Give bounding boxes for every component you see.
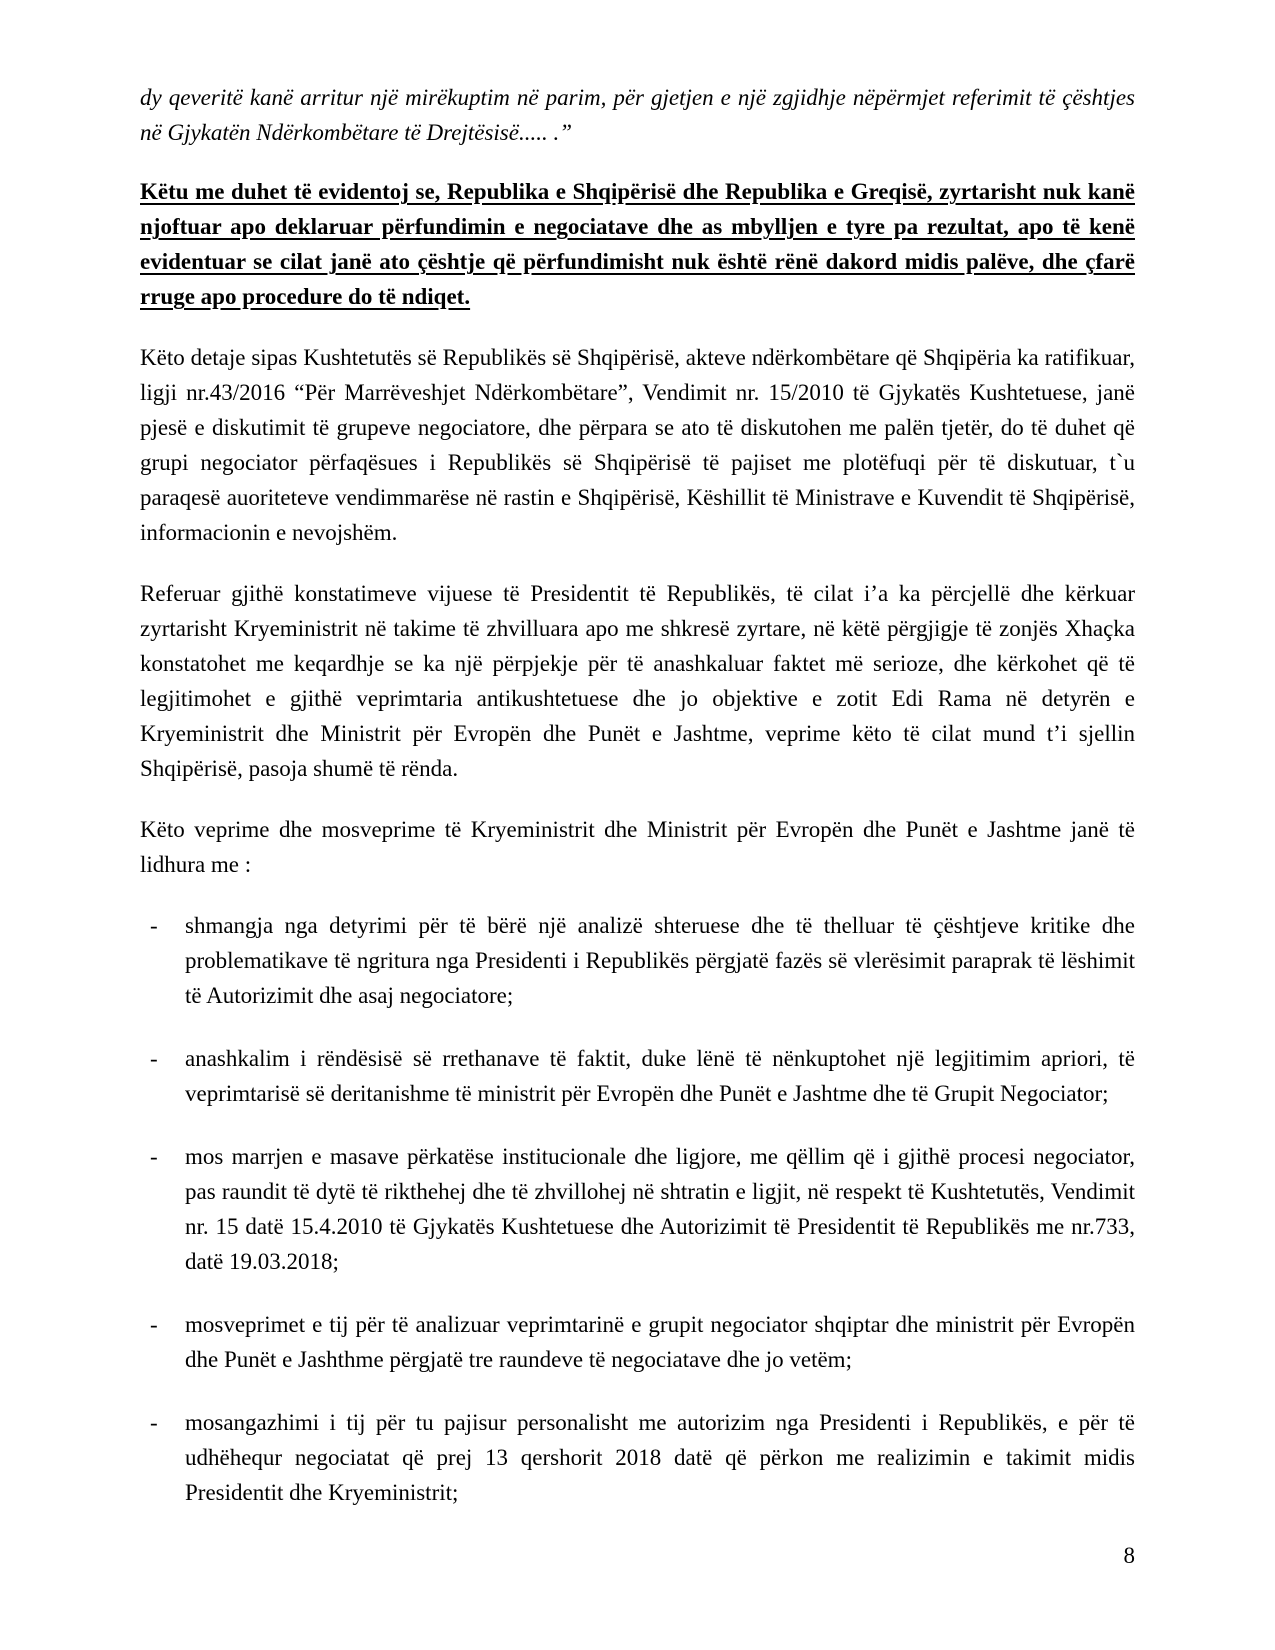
page-number: 8: [1123, 1543, 1135, 1568]
list-item-text: mosangazhimi i tij për tu pajisur personalisht me autorizim nga Presidenti i Republikës, e për të udhëhequr negociatat që prej 13 qershorit 2018 datë që përkon me realizimin e takimit midis Presidentit dhe Kryeministrit;: [185, 1410, 1135, 1505]
details-paragraph: Këto detaje sipas Kushtetutës së Republikës së Shqipërisë, akteve ndërkombëtare që Shqipëria ka ratifikuar, ligji nr.43/2016 “Për Marrëveshjet Ndërkombëtare”, Vendimit nr. 15/2010 të Gjykatës Kushtetuese, janë pjesë e diskutimit të grupeve negociatore, dhe përpara se ato të diskutohen me palën tjetër, do të duhet që grupi negociator përfaqësues i Republikës së Shqipërisë të pajiset me plotëfuqi për të diskutuar, t`u paraqesë auoriteteve vendimmarëse në rastin e Shqipërisë, Këshillit të Ministrave e Kuvendit të Shqipërisë, informacionin e nevojshëm.: [140, 345, 1135, 545]
list-item-marker: -: [150, 1144, 158, 1169]
quote-paragraph: dy qeveritë kanë arritur një mirëkuptim në parim, për gjetjen e një zgjidhje nëpërmjet referimit të çështjes në Gjykatën Ndërkombëtare të Drejtësisë..... .”: [140, 85, 1135, 145]
referuar-paragraph: Referuar gjithë konstatimeve vijuese të Presidentit të Republikës, të cilat i’a ka përcjellë dhe kërkuar zyrtarisht Kryeministrit në takime të zhvilluara apo me shkresë zyrtare, në këtë përgjigje të zonjës Xhaçka konstatohet me keqardhje se ka një përpjekje për të anashkaluar faktet më serioze, dhe kërkohet që të legjitimohet e gjithë veprimtaria antikushtetuese dhe jo objektive e zotit Edi Rama në detyrën e Kryeministrit dhe Ministrit për Evropën dhe Punët e Jashtme, veprime këto të cilat mund t’i sjellin Shqipërisë, pasoja shumë të rënda.: [140, 581, 1135, 781]
emphasis-paragraph: Këtu me duhet të evidentoj se, Republika e Shqipërisë dhe Republika e Greqisë, zyrtarisht nuk kanë njoftuar apo deklaruar përfundimin e negociatave dhe as mbylljen e tyre pa rezultat, apo të kenë evidentuar se cilat janë ato çështje që përfundimisht nuk është rënë dakord midis palëve, dhe çfarë rruge apo procedure do të ndiqet.: [140, 179, 1135, 309]
list-item-marker: -: [150, 1312, 158, 1337]
list-item-text: shmangja nga detyrimi për të bërë një analizë shteruese dhe të thelluar të çështjeve kritike dhe problematikave të ngritura nga Presidenti i Republikës përgjatë fazës së vlerësimit paraprak të lëshimit të Autorizimit dhe asaj negociatore;: [185, 913, 1135, 1008]
list-item: [140, 1041, 1135, 1111]
list-item: [140, 1307, 1135, 1377]
list-item-marker: -: [150, 1410, 158, 1435]
list-item: [140, 1139, 1135, 1279]
list-item-marker: -: [150, 913, 158, 938]
list-item-text: mosveprimet e tij për të analizuar veprimtarinë e grupit negociator shqiptar dhe ministrit për Evropën dhe Punët e Jashthme përgjatë tre raundeve të negociatave dhe jo vetëm;: [185, 1312, 1135, 1372]
bullet-list: [140, 908, 1135, 1510]
list-item: [140, 908, 1135, 1013]
list-item-text: anashkalim i rëndësisë së rrethanave të faktit, duke lënë të nënkuptohet një legjitimim apriori, të veprimtarisë së deritanishme të ministrit për Evropën dhe Punët e Jashtme dhe të Grupit Negociator;: [185, 1046, 1135, 1106]
list-intro-paragraph: Këto veprime dhe mosveprime të Kryeministrit dhe Ministrit për Evropën dhe Punët e Jashtme janë të lidhura me :: [140, 817, 1135, 877]
list-item-text: mos marrjen e masave përkatëse institucionale dhe ligjore, me qëllim që i gjithë procesi negociator, pas raundit të dytë të rikthehej dhe të zhvillohej në shtratin e ligjit, në respekt të Kushtetutës, Vendimit nr. 15 datë 15.4.2010 të Gjykatës Kushtetuese dhe Autorizimit të Presidentit të Republikës me nr.733, datë 19.03.2018;: [185, 1144, 1135, 1274]
list-item-marker: -: [150, 1046, 158, 1071]
list-item: [140, 1405, 1135, 1510]
